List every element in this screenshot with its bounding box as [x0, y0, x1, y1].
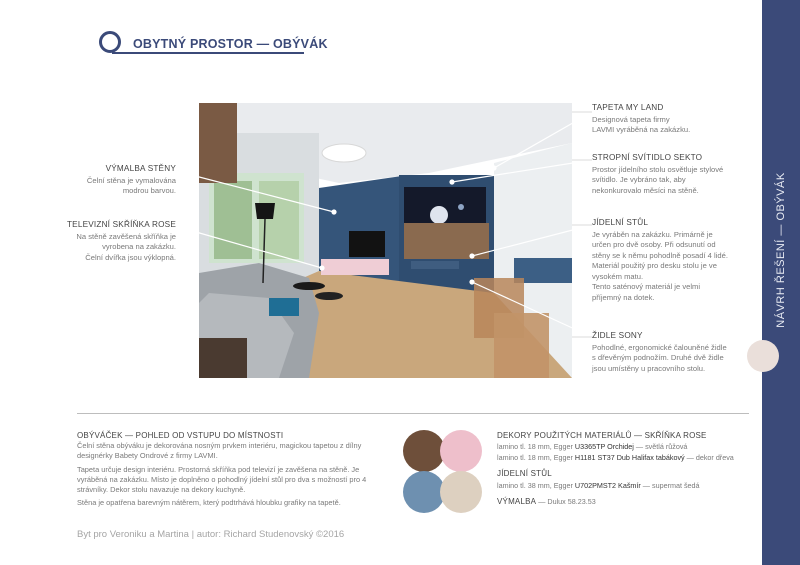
- annotation-wall-paint: [76, 164, 176, 197]
- material-suffix: — dekor dřeva: [684, 452, 734, 462]
- annotation-line: určen pro dvě osoby. Při odsunutí od: [592, 240, 716, 249]
- material-prefix: lamino tl. 18 mm, Egger: [497, 442, 575, 452]
- sidebar-label: NÁVRH ŘEŠENÍ — OBÝVÁK: [775, 172, 787, 328]
- annotation-line: stěny se k němu pohodlně posadí 4 lidé.: [592, 250, 728, 260]
- annotation-line: svítidlo. Je vybráno tak, aby: [592, 175, 686, 184]
- material-line: [497, 442, 747, 452]
- annotation-line: Prostor jídelního stolu osvětluje stylové: [592, 164, 724, 174]
- description-paragraph: Stěna je opatřena barevným nátěrem, který podtrhává hloubku grafiky na tapetě.: [77, 498, 341, 508]
- description-title: OBÝVÁČEK — POHLED OD VSTUPU DO MÍSTNOSTI: [77, 431, 284, 440]
- material-code: U702PMST2 Kašmír: [574, 480, 641, 490]
- annotation-line: vysokém matu.: [592, 271, 644, 281]
- materials-title: DEKORY POUŽITÝCH MATERIÁLŮ — SKŘÍŇKA ROSE: [497, 431, 707, 440]
- annotation-line: vyrobena na zakázku.: [102, 242, 176, 251]
- annotation-tv-cabinet: [60, 220, 176, 263]
- annotation-title: TELEVIZNÍ SKŘÍŇKA ROSE: [66, 220, 176, 229]
- swatch-beige: [440, 471, 482, 513]
- material-prefix: lamino tl. 38 mm, Egger: [497, 480, 575, 490]
- description-paragraph: Čelní stěna obýváku je dekorována nosným prvkem interiéru, magickou tapetou z dílny designérky Babety Ondrové z firmy LAVMI.: [77, 441, 362, 461]
- annotation-line: Je vyráběn na zakázku. Primárně je: [592, 229, 713, 239]
- page-title: OBYTNÝ PROSTOR — OBÝVÁK: [133, 37, 328, 51]
- annotation-line: s dřevěným podnožím. Druhé dvě židle: [592, 353, 724, 362]
- materials-list: [497, 431, 747, 507]
- room-description: [77, 431, 367, 511]
- annotation-line: Čelní dvířka jsou výklopná.: [85, 252, 176, 262]
- material-line: [497, 453, 747, 463]
- annotation-title: ŽIDLE SONY: [592, 331, 643, 340]
- annotation-title: TAPETA MY LAND: [592, 103, 664, 112]
- swatch-wood: [403, 430, 445, 472]
- description-paragraph: Tapeta určuje design interiéru. Prostorná skříňka pod televizí je zavěšena na stěně. Je vyráběná na zakázku. Místo je doplněno o pohodlný jídelní stůl pro dva s možností pro 4 strávníky. Dekor stolu navazuje na dekory kuchyně.: [77, 464, 367, 495]
- annotation-dining-table: [592, 218, 757, 303]
- material-prefix: lamino tl. 18 mm, Egger: [497, 452, 575, 462]
- material-code: U3365TP Orchidej: [574, 442, 634, 452]
- annotation-line: Na stěně zavěšená skříňka je: [76, 231, 176, 241]
- title-ring-icon: [99, 31, 121, 53]
- paint-line: [497, 497, 747, 507]
- annotation-line: příjemný na dotek.: [592, 292, 655, 302]
- annotation-line: LAVMI vyráběná na zakázku.: [592, 125, 691, 134]
- paint-value: — Dulux 58.23.53: [536, 497, 596, 507]
- section-divider: [77, 413, 749, 414]
- annotation-title: VÝMALBA STĚNY: [105, 164, 176, 173]
- annotation-line: nekonkurovalo měsíci na stěně.: [592, 185, 699, 195]
- annotation-line: Čelní stěna je vymalována: [86, 175, 176, 185]
- annotation-ceiling-light: [592, 153, 757, 196]
- footer-credit: Byt pro Veroniku a Martina | autor: Richard Studenovský ©2016: [77, 529, 345, 540]
- annotation-wallpaper: [592, 103, 752, 136]
- annotation-title: STROPNÍ SVÍTIDLO SEKTO: [592, 153, 703, 162]
- swatch-blue: [403, 471, 445, 513]
- swatch-pink: [440, 430, 482, 472]
- table-material-title: JÍDELNÍ STŮL: [497, 469, 552, 479]
- annotation-chairs: [592, 331, 757, 374]
- annotation-line: Materiál použitý pro desku stolu je ve: [592, 261, 717, 270]
- annotation-line: modrou barvou.: [122, 186, 176, 195]
- paint-title: VÝMALBA: [497, 497, 537, 507]
- interior-render: [199, 103, 572, 378]
- annotation-line: jsou umístěny u pracovního stolu.: [592, 363, 706, 373]
- annotation-line: Pohodlné, ergonomické čalouněné židle: [592, 342, 727, 352]
- title-underline: [112, 52, 304, 54]
- material-suffix: — supermat šedá: [640, 480, 700, 490]
- material-suffix: — světlá růžová: [633, 442, 688, 452]
- annotation-title: JÍDELNÍ STŮL: [592, 218, 649, 227]
- annotation-line: Designová tapeta firmy: [592, 114, 670, 124]
- material-line: [497, 481, 747, 491]
- annotation-line: Tento saténový materiál je velmi: [592, 282, 701, 291]
- material-code: H1181 ST37 Dub Halifax tabákový: [574, 452, 685, 462]
